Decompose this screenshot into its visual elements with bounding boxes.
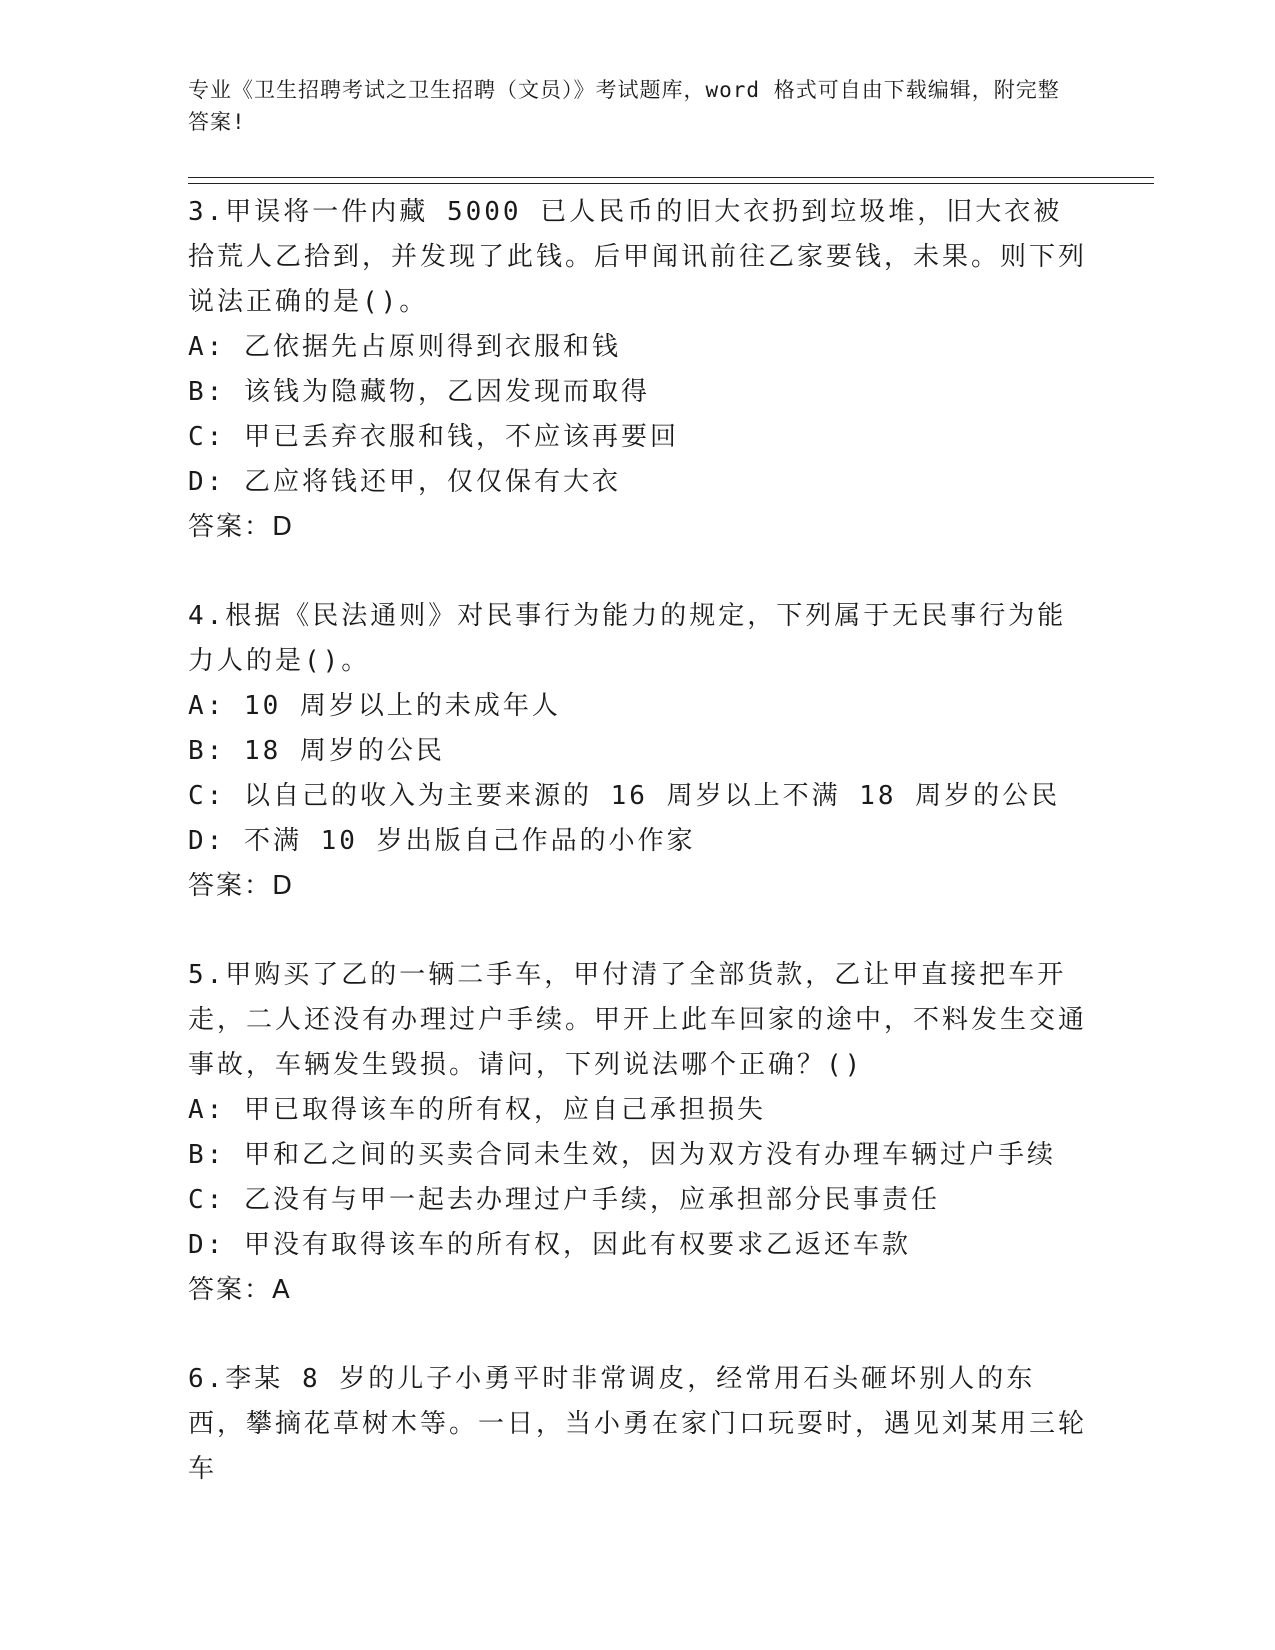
option-c: C: 乙没有与甲一起去办理过户手续，应承担部分民事责任: [188, 1185, 940, 1215]
header-rule-top: [188, 177, 1154, 178]
option-a: A: 乙依据先占原则得到衣服和钱: [188, 332, 621, 362]
question-list: [188, 190, 1088, 1536]
answer-label: 答案：D: [188, 512, 295, 542]
option-b: B: 该钱为隐藏物，乙因发现而取得: [188, 377, 650, 407]
option-c: C: 以自己的收入为主要来源的 16 周岁以上不满 18 周岁的公民: [188, 781, 1061, 811]
question-stem: 5.甲购买了乙的一辆二手车，甲付清了全部货款，乙让甲直接把车开走，二人还没有办理过户手续。甲开上此车回家的途中，不料发生交通事故，车辆发生毁损。请问，下列说法哪个正确？(): [188, 960, 1088, 1080]
option-a: A: 10 周岁以上的未成年人: [188, 691, 561, 721]
question-stem: 3.甲误将一件内藏 5000 已人民币的旧大衣扔到垃圾堆，旧大衣被拾荒人乙拾到，并发现了此钱。后甲闻讯前往乙家要钱，未果。则下列说法正确的是()。: [188, 197, 1088, 317]
option-d: D: 乙应将钱还甲，仅仅保有大衣: [188, 467, 621, 497]
answer-label: 答案：D: [188, 871, 295, 901]
option-a: A: 甲已取得该车的所有权，应自己承担损失: [188, 1095, 766, 1125]
option-d: D: 甲没有取得该车的所有权，因此有权要求乙返还车款: [188, 1230, 911, 1260]
question-stem: 6.李某 8 岁的儿子小勇平时非常调皮，经常用石头砸坏别人的东西，攀摘花草树木等。一日，当小勇在家门口玩耍时，遇见刘某用三轮车: [188, 1364, 1088, 1484]
question-stem: 4.根据《民法通则》对民事行为能力的规定，下列属于无民事行为能力人的是()。: [188, 601, 1067, 676]
answer-label: 答案：A: [188, 1275, 292, 1305]
header-rule-bottom: [188, 183, 1154, 184]
option-d: D: 不满 10 岁出版自己作品的小作家: [188, 826, 696, 856]
option-b: B: 18 周岁的公民: [188, 736, 445, 766]
question-4: [188, 594, 1088, 909]
question-5: [188, 953, 1088, 1313]
question-6: [188, 1357, 1088, 1492]
document-intro: 专业《卫生招聘考试之卫生招聘（文员）》考试题库，word 格式可自由下载编辑，附完整答案!: [188, 78, 1060, 134]
option-c: C: 甲已丢弃衣服和钱，不应该再要回: [188, 422, 679, 452]
question-3: [188, 190, 1088, 550]
option-b: B: 甲和乙之间的买卖合同未生效，因为双方没有办理车辆过户手续: [188, 1140, 1056, 1170]
